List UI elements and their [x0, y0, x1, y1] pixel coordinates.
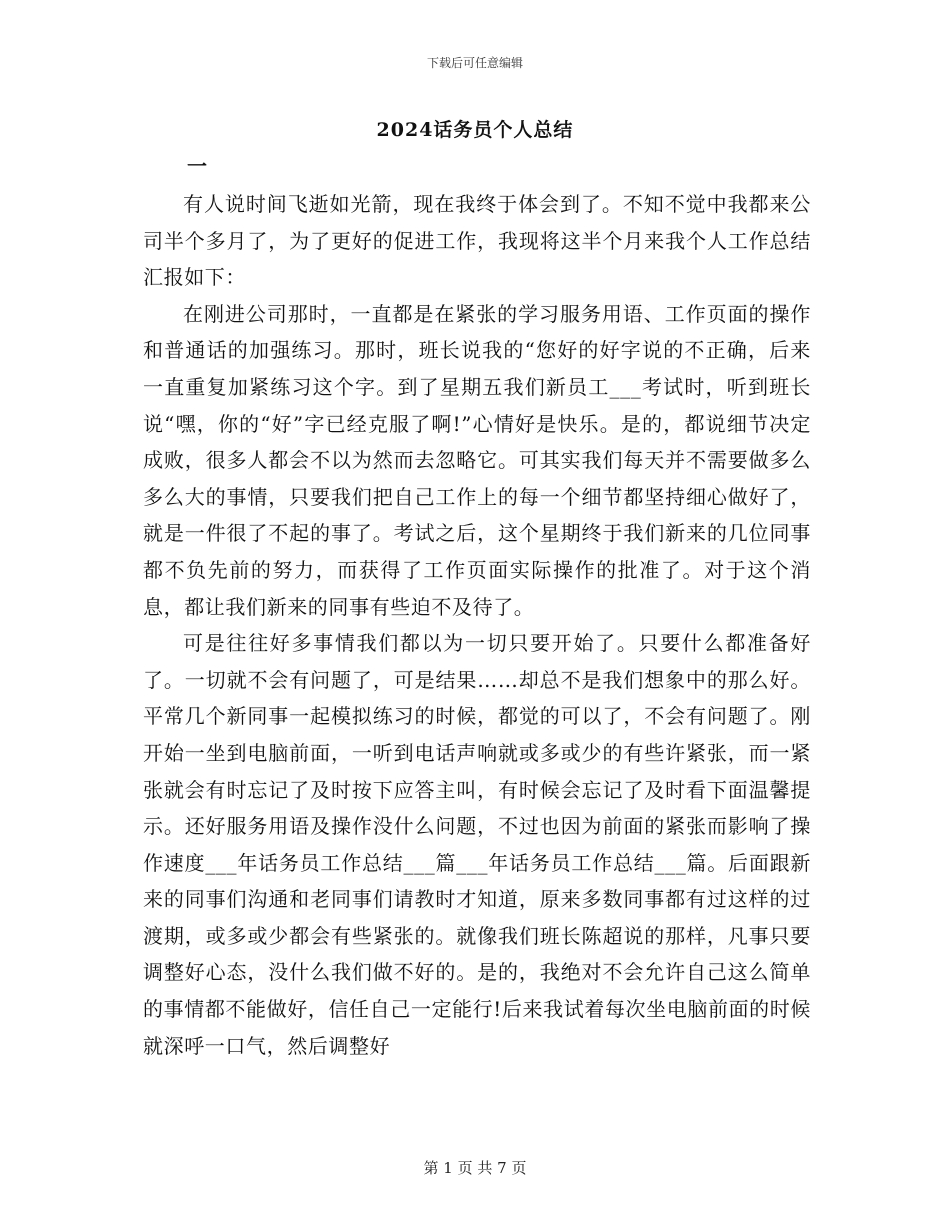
page-header-note: 下载后可任意编辑: [426, 56, 523, 70]
document-body: [143, 186, 811, 1064]
paragraph: 在刚进公司那时，一直都是在紧张的学习服务用语、工作页面的操作和普通话的加强练习。那时，班长说我的“您好的好字说的不正确，后来一直重复加紧练习这个字。到了星期五我们新员工___考试时，听到班长说“嘿，你的“好”字已经克服了啊!”心情好是快乐。是的，都说细节决定成败，很多人都会不以为然而去忽略它。可其实我们每天并不需要做多么多么大的事情，只要我们把自己工作上的每一个细节都坚持细心做好了，就是一件很了不起的事了。考试之后，这个星期终于我们新来的几位同事都不负先前的努力，而获得了工作页面实际操作的批准了。对于这个消息，都让我们新来的同事有些迫不及待了。: [143, 301, 811, 619]
page-footer: 第 1 页 共 7 页: [423, 1159, 527, 1177]
section-number: 一: [187, 154, 207, 178]
paragraph: 可是往往好多事情我们都以为一切只要开始了。只要什么都准备好了。一切就不会有问题了，可是结果……却总不是我们想象中的那么好。平常几个新同事一起模拟练习的时候，都觉的可以了，不会有问题了。刚开始一坐到电脑前面，一听到电话声响就或多或少的有些许紧张，而一紧张就会有时忘记了及时按下应答主叫，有时候会忘记了及时看下面温馨提示。还好服务用语及操作没什么问题，不过也因为前面的紧张而影响了操作速度___年话务员工作总结___篇___年话务员工作总结___篇。后面跟新来的同事们沟通和老同事们请教时才知道，原来多数同事都有过这样的过渡期，或多或少都会有些紧张的。就像我们班长陈超说的那样，凡事只要调整好心态，没什么我们做不好的。是的，我绝对不会允许自己这么简单的事情都不能做好，信任自己一定能行!后来我试着每次坐电脑前面的时候就深呼一口气，然后调整好: [143, 631, 811, 1058]
document-title: 2024话务员个人总结: [376, 119, 574, 141]
paragraph: 有人说时间飞逝如光箭，现在我终于体会到了。不知不觉中我都来公司半个多月了，为了更好的促进工作，我现将这半个月来我个人工作总结汇报如下：: [143, 192, 811, 290]
